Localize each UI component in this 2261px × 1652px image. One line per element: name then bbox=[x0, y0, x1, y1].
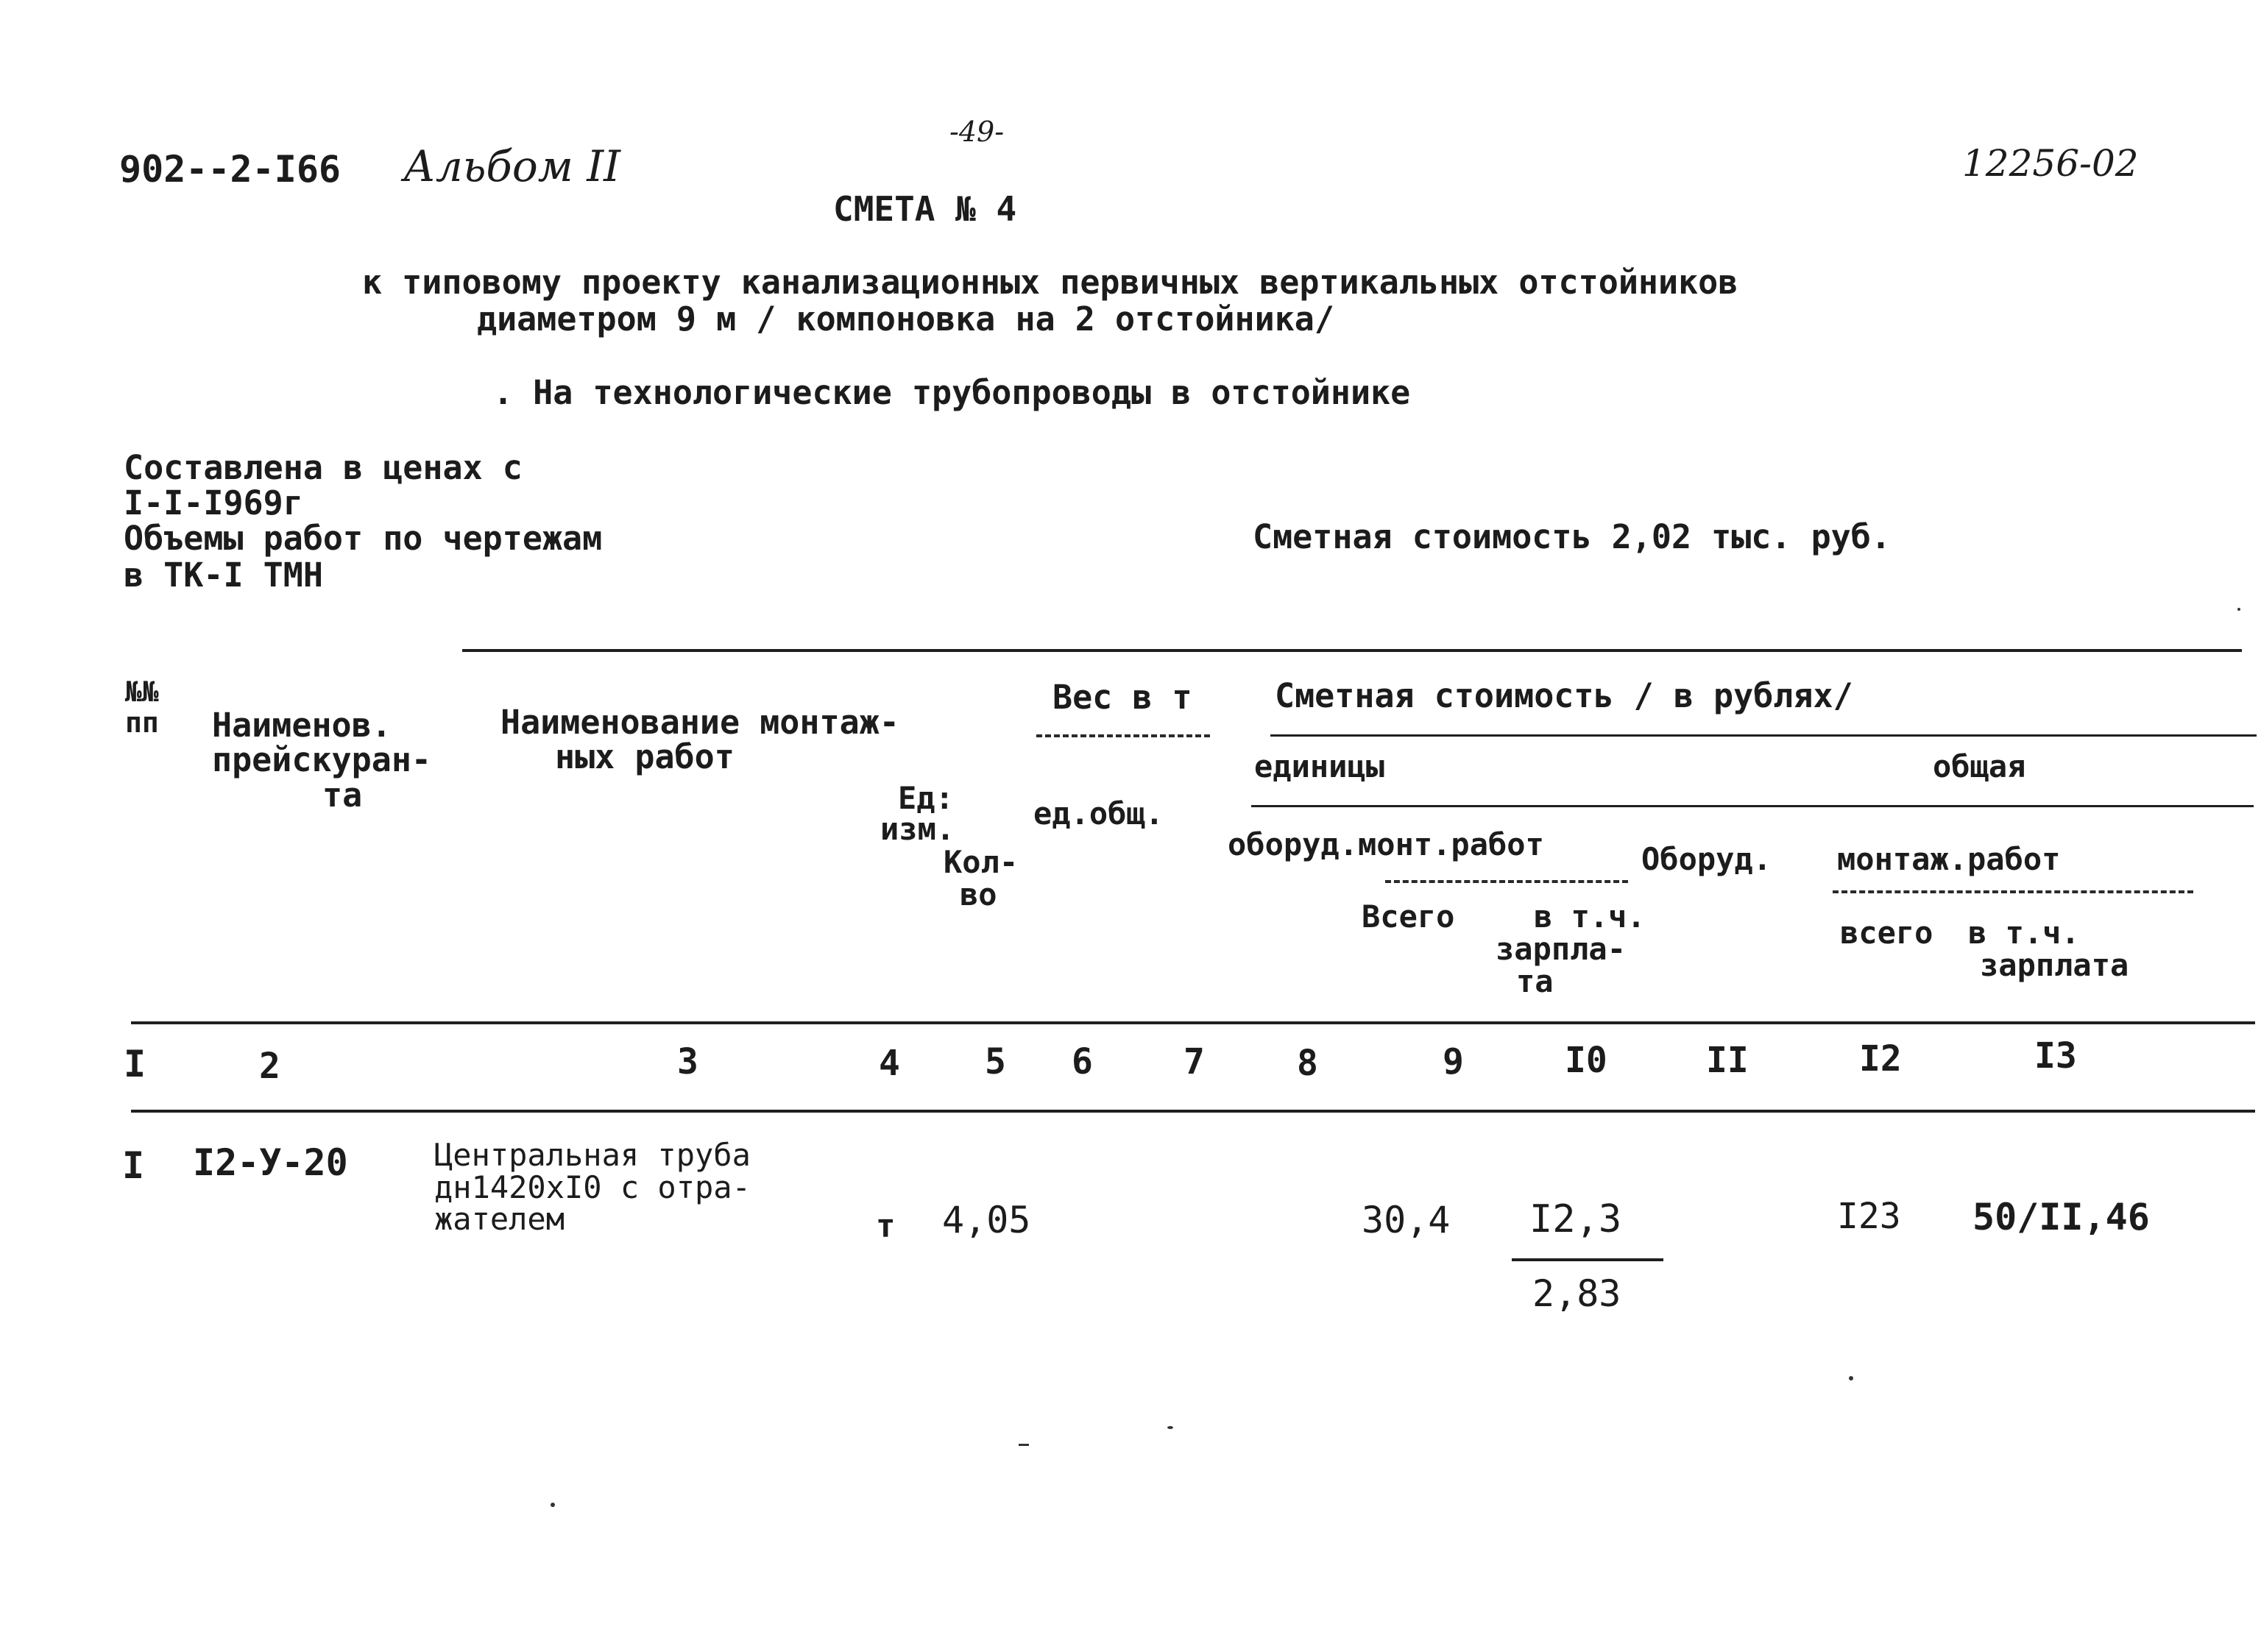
header-total-cost: общая bbox=[1933, 748, 2026, 784]
header-unit-line2: изм. bbox=[880, 811, 955, 847]
header-equip: Оборуд. bbox=[1641, 841, 1772, 877]
header-incl-wage2 bbox=[1950, 917, 2129, 982]
header-num-line2: пп bbox=[125, 706, 159, 739]
header-work bbox=[500, 705, 899, 775]
column-number-7: 7 bbox=[1183, 1041, 1205, 1082]
row-work-line1: Центральная труба bbox=[434, 1137, 751, 1173]
header-pricelist-line3: та bbox=[322, 775, 363, 815]
header-total-label-lower: всего bbox=[1840, 915, 1933, 951]
scan-speck bbox=[1849, 1376, 1853, 1380]
album-label: Альбом II bbox=[403, 141, 621, 191]
column-number-8: 8 bbox=[1297, 1043, 1318, 1084]
weight-underline bbox=[1036, 734, 1210, 737]
row-work-line2: дн1420хI0 с отра- bbox=[434, 1169, 751, 1205]
header-cost: Сметная стоимость / в рублях/ bbox=[1275, 676, 1853, 715]
unit-cost-underline bbox=[1251, 805, 2254, 807]
header-total-label: Всего bbox=[1362, 898, 1455, 935]
header-mount-works: монтаж.работ bbox=[1837, 841, 2061, 877]
header-pricelist-line1: Наименов. bbox=[212, 706, 392, 745]
estimate-subject: . На технологические трубопроводы в отстойнике bbox=[493, 373, 1411, 412]
header-qty bbox=[944, 846, 1018, 911]
header-unit bbox=[880, 780, 955, 847]
smeta-title: СМЕТА № 4 bbox=[833, 189, 1017, 229]
mount-works-underline bbox=[1833, 890, 2193, 893]
estimate-cost: Сметная стоимость 2,02 тыс. руб. bbox=[1253, 517, 1891, 556]
column-number-2: 2 bbox=[259, 1046, 280, 1087]
header-incl-wage-line1: в т.ч. bbox=[1534, 898, 1646, 935]
column-number-11: II bbox=[1706, 1040, 1749, 1081]
scan-speck bbox=[551, 1503, 555, 1507]
header-num-line1: №№ bbox=[125, 676, 159, 708]
header-incl-wage2-line2: зарплата bbox=[1980, 947, 2129, 984]
scan-speck bbox=[1167, 1426, 1173, 1429]
header-unit-line1: Ед: bbox=[898, 780, 954, 816]
volumes-label: Объемы работ по чертежам bbox=[124, 519, 603, 558]
column-number-13: I3 bbox=[2034, 1035, 2077, 1077]
row-total-mount: I23 bbox=[1837, 1196, 1901, 1237]
scan-speck bbox=[2237, 608, 2240, 611]
project-title-line2: диаметром 9 м / компоновка на 2 отстойника/ bbox=[477, 299, 1334, 338]
project-title-line1: к типовому проекту канализационных первичных вертикальных отстойников bbox=[362, 263, 1738, 302]
cost-underline bbox=[1270, 734, 2257, 737]
header-weight-sub: ед.общ. bbox=[1033, 795, 1164, 832]
row-work-name bbox=[434, 1139, 751, 1236]
row-unit-total: 30,4 bbox=[1362, 1199, 1451, 1241]
row-unit-wage-sub: 2,83 bbox=[1532, 1272, 1621, 1315]
header-equip-mount: оборуд.монт.работ bbox=[1228, 826, 1544, 862]
header-num bbox=[125, 677, 159, 739]
row-unit-wage: I2,3 bbox=[1529, 1197, 1622, 1241]
header-pricelist-line2: прейскуран- bbox=[212, 740, 432, 780]
header-incl-wage-line2: зарпла- bbox=[1496, 931, 1627, 968]
header-work-line2: ных работ bbox=[555, 737, 735, 777]
page-number: -49- bbox=[949, 116, 1005, 148]
table-top-rule bbox=[462, 649, 2242, 652]
fraction-line bbox=[1512, 1258, 1663, 1261]
column-number-3: 3 bbox=[677, 1041, 698, 1082]
price-date: I-I-I969г bbox=[124, 483, 303, 522]
header-incl-wage2-line1: в т.ч. bbox=[1968, 915, 2080, 951]
row-number: I bbox=[122, 1144, 145, 1187]
column-number-5: 5 bbox=[985, 1041, 1006, 1082]
column-number-6: 6 bbox=[1072, 1041, 1093, 1082]
column-number-4: 4 bbox=[879, 1043, 900, 1084]
header-incl-wage-line3: та bbox=[1516, 963, 1554, 1000]
column-number-12: I2 bbox=[1859, 1038, 1902, 1080]
drawing-reference: в ТК-I ТМН bbox=[124, 556, 323, 595]
equip-mount-underline bbox=[1385, 880, 1628, 883]
header-qty-line1: Кол- bbox=[944, 844, 1019, 880]
column-number-9: 9 bbox=[1443, 1041, 1464, 1082]
archive-number: 12256-02 bbox=[1962, 142, 2139, 185]
column-numbers-bottom-rule bbox=[131, 1110, 2255, 1113]
header-unit-cost: единицы bbox=[1254, 748, 1385, 784]
row-pricelist: I2-У-20 bbox=[193, 1141, 348, 1184]
row-unit: т bbox=[876, 1208, 896, 1245]
header-pricelist bbox=[212, 706, 432, 815]
column-number-1: I bbox=[124, 1043, 146, 1085]
row-qty: 4,05 bbox=[942, 1199, 1031, 1241]
column-number-10: I0 bbox=[1565, 1040, 1607, 1081]
header-work-line1: Наименование монтаж- bbox=[500, 703, 899, 742]
row-total-wage: 50/II,46 bbox=[1972, 1196, 2150, 1238]
header-incl-wage bbox=[1487, 898, 1646, 1000]
row-work-line3: жателем bbox=[434, 1201, 565, 1238]
scan-speck bbox=[1019, 1444, 1029, 1446]
header-qty-line2: во bbox=[960, 876, 997, 913]
document-code: 902--2-I66 bbox=[119, 148, 342, 191]
header-bottom-rule bbox=[131, 1021, 2255, 1024]
composed-prices-label: Составлена в ценах с bbox=[124, 448, 523, 487]
header-weight: Вес в т bbox=[1052, 678, 1192, 717]
